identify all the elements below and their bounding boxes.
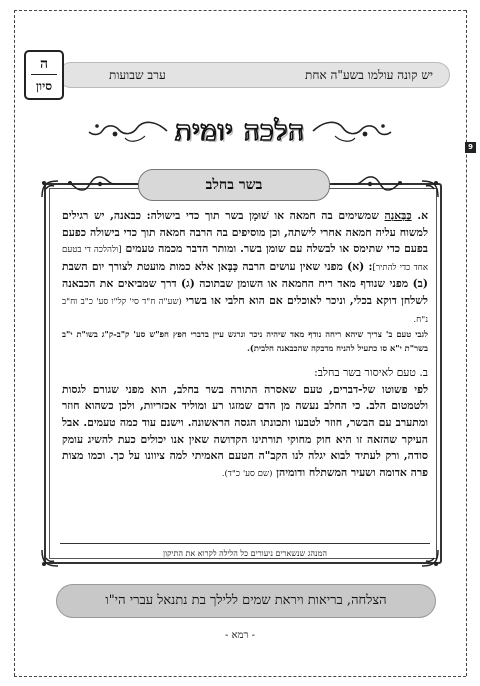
- header-verse: יש קונה עולמו בשע"ה אחת: [305, 67, 433, 82]
- text-segment: (שם סע' כ"ד).: [221, 468, 273, 479]
- text-segment: (שע"ה ח"ד סי' קל"ו סע' כ"ב וח"ב נ"ח.: [62, 296, 428, 325]
- paragraph-1: [62, 208, 428, 328]
- side-page-marker: 9: [465, 142, 476, 153]
- section-title-ornament-right: [330, 171, 406, 197]
- main-title: הלכה יומית: [175, 115, 305, 147]
- cut-line-left: [14, 10, 15, 676]
- header-bar: [58, 62, 450, 88]
- paragraph-2: [62, 365, 428, 482]
- frame-corner-ornament-bottom-left: [38, 546, 62, 570]
- footer-note: המנהג שנשארים ניעורים כל הלילה לקרוא את התיקון: [163, 549, 327, 558]
- paragraph-heading: ב. טעם לאיסור בשר בחלב:: [314, 366, 428, 380]
- title-row: [40, 108, 440, 154]
- cut-line-top: [14, 10, 466, 11]
- text-segment: שמשימים בה חמאה או שׁוּמָן בשר תוך כדי בישולה: כבאנה, יש רגילים למשוח עליה חמאה אחרי לישתה, וכן מוסיפים בה הרבה חמאה תוך כדי בישולה כפעם בפעם כדי שתימס או לבשלה עם שומן בשר. ומותר הדבר מכמה טעמים: [62, 209, 428, 256]
- dedication-banner: הצלחה, בריאות ויראת שמים ללילך בת נתנאל עברי הי"ו: [56, 584, 436, 618]
- text-segment: : (א) מפני שאין עושים הרבה כָּבָּאן אלא כמות מועטת לצורך יום השבת (ב) מפני שנודף מאד ריח החמאה או השומן שבתוכה (ג) דרך שמביאים את הכבאנה לשלחן דוקא בכלי, וניכר לאוכלים אם הוא חלבי או בשרי: [62, 259, 428, 307]
- section-title-ornament-left: [64, 171, 140, 197]
- text-segment: [ולהלכה די בטעם אחד כדי להתיר]: [62, 245, 428, 273]
- date-day: ה: [31, 54, 57, 75]
- frame-corner-ornament-top-right: [418, 177, 442, 201]
- article-body: [62, 208, 428, 482]
- source-note: לגבי טעם ב' צריך שיהא ריחה נודף מאד שיהיה ניכר ונרגש עיין בדברי חפץ חפ"ש סע' ק"ב-ק"ג בשו"ת י"ב בשר"ת י"א סו כתעיל להניח מדבקה שהכבאנה חלבית).: [62, 329, 428, 353]
- flourish-left-ornament: [85, 116, 169, 146]
- frame-corner-ornament-top-left: [38, 177, 62, 201]
- text-segment: כַּבָּאנָה: [384, 209, 412, 222]
- header-occasion: ערב שבועות: [109, 67, 166, 82]
- section-title: בשר בחלב: [138, 169, 330, 201]
- footer-divider: [60, 543, 430, 544]
- flourish-right-ornament: [311, 116, 395, 146]
- text-segment: לפי פשוטו של-דברים, טעם שאסרה התורה בשר בחלב, הוא מפני שגורם לגסות ולטמטום הלב. כי החלב נעשה מן הדם שמזגו רע ומוליד אכזריות, ולכן כשהוא חוזר ומתערב עם הבשר, חוזר לטבעו ותכונתו הגסה הראשונה. וישנם עוד כמה טעמים. אבל העיקר שהזאה זו היא חוק מחוקי תורתינו הקדושה שאין אנו יכולים כעת להשיג עומק סודה, ורק לעתיד לבוא יגלה לנו הקב"ה הטעם האמיתי למה ציוונו על כך. וכמו מצות פרה אדומה ושעיר המשתלח ודומיהן: [62, 382, 428, 479]
- text-segment: א.: [411, 209, 429, 222]
- cut-line-bottom: [14, 676, 466, 677]
- page-number: - רמא -: [225, 630, 255, 641]
- cut-line-right: [466, 10, 467, 676]
- date-month: סיון: [35, 79, 53, 93]
- date-badge: [24, 50, 64, 100]
